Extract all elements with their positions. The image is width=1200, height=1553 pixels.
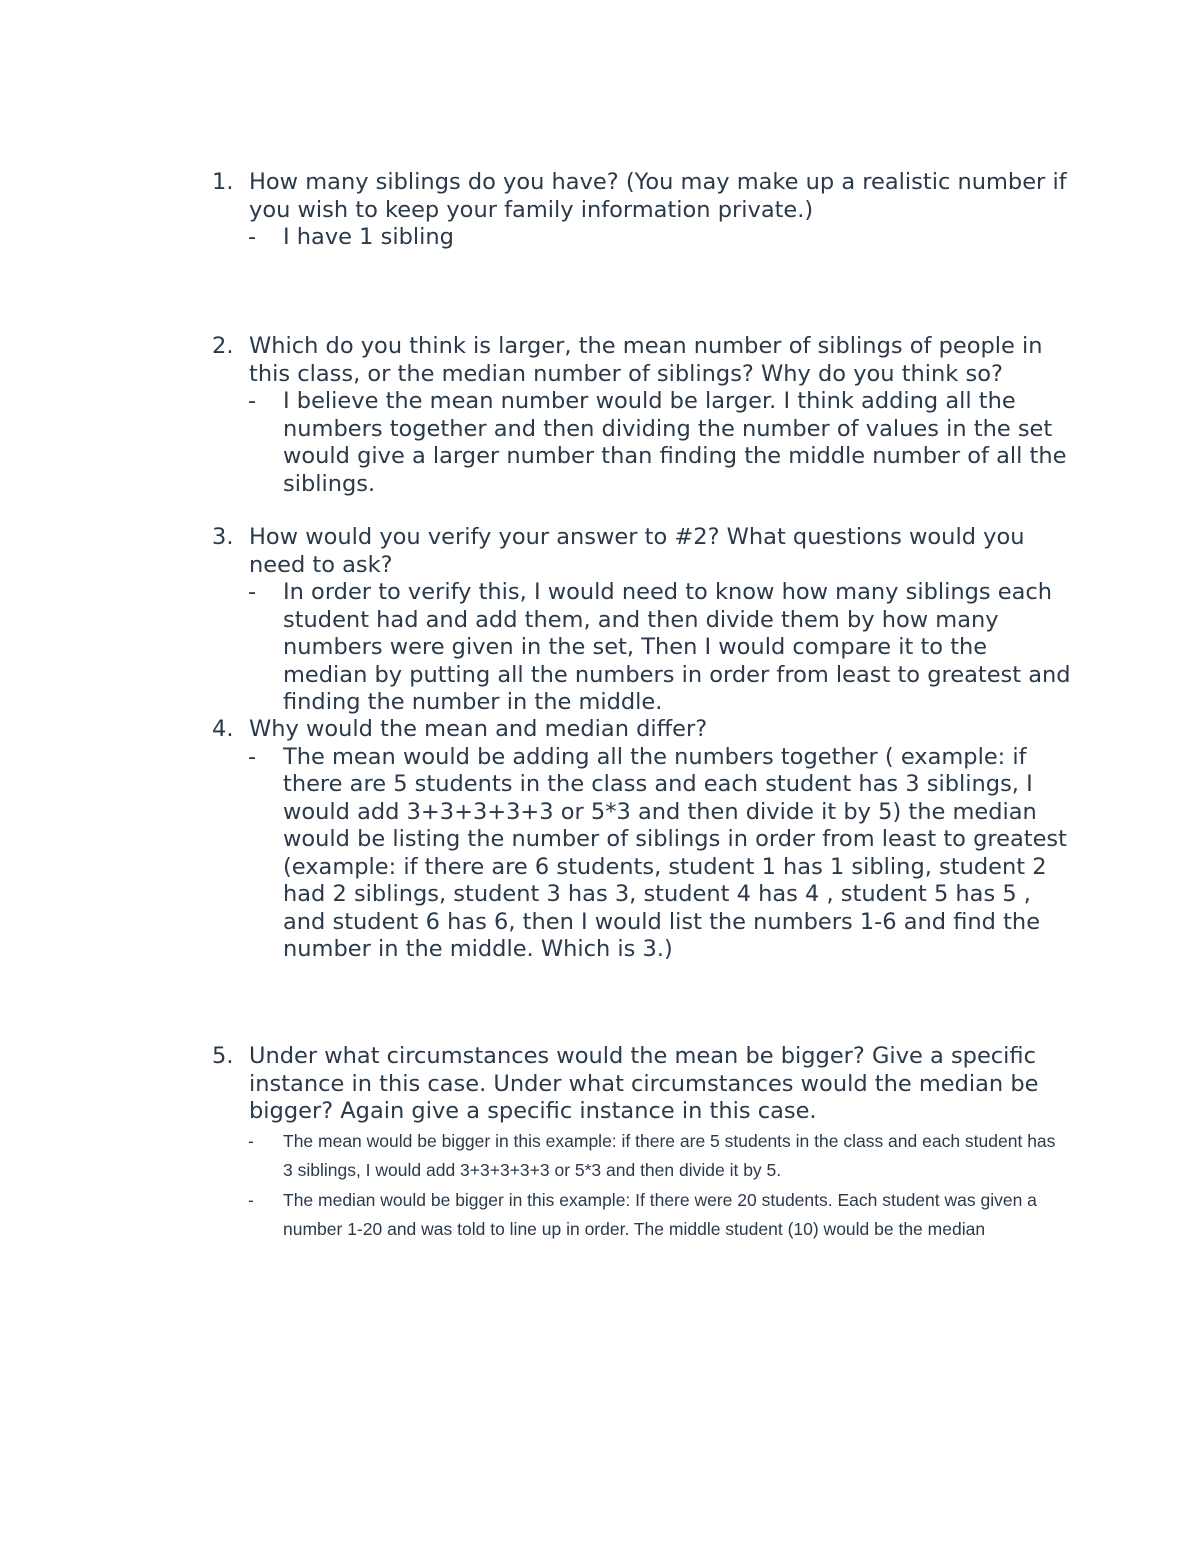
bullet-dash: - <box>248 1130 254 1151</box>
question-3-prompt <box>0 524 1069 579</box>
question-1-text: How many siblings do you have? (You may make up a realistic number if you wish to keep your family information private.) <box>249 169 1067 223</box>
question-2-answer-text: I believe the mean number would be larger. I think adding all the numbers together and then dividing the number of values in the set would give a larger number than finding the middle number of all the siblings. <box>283 388 1067 497</box>
question-5-answer-2-text: The median would be bigger in this example: If there were 20 students. Each student was given a number 1-20 and was told to line up in order. The middle student (10) would be the median <box>283 1189 1037 1239</box>
question-3-answer-text: In order to verify this, I would need to know how many siblings each student had and add them, and then divide them by how many numbers were given in the set, Then I would compare it to the median by putting all the numbers in order from least to greatest and finding the number in the middle. <box>283 579 1071 715</box>
bullet-dash: - <box>248 224 257 250</box>
bullet-dash: - <box>248 1189 254 1210</box>
question-5-answer-1 <box>0 1127 1063 1186</box>
question-3 <box>0 524 1200 717</box>
bullet-dash: - <box>248 388 257 414</box>
question-3-number: 3. <box>212 524 234 550</box>
question-5-text: Under what circumstances would the mean be bigger? Give a specific instance in this case. Under what circumstances would the median be bigger? Again give a specific instance in this case. <box>249 1043 1039 1124</box>
question-4-prompt <box>0 716 1069 744</box>
question-5-answer-1-text: The mean would be bigger in this example: if there are 5 students in the class and each student has 3 siblings, I would add 3+3+3+3+3 or 5*3 and then divide it by 5. <box>283 1130 1056 1180</box>
question-4-number: 4. <box>212 716 234 742</box>
question-1 <box>0 169 1200 252</box>
question-5-number: 5. <box>212 1043 234 1069</box>
question-5-answer-2 <box>0 1186 1063 1245</box>
bullet-dash: - <box>248 743 257 770</box>
question-5-prompt <box>0 1043 1069 1126</box>
question-4 <box>0 716 1200 964</box>
question-4-answer <box>0 744 1073 964</box>
question-2-number: 2. <box>212 333 234 359</box>
question-4-text: Why would the mean and median differ? <box>249 716 708 742</box>
question-1-prompt <box>0 169 1069 224</box>
question-1-answer-text: I have 1 sibling <box>283 224 454 250</box>
question-2-answer <box>0 388 1073 498</box>
question-4-answer-text: The mean would be adding all the numbers together ( example: if there are 5 students in the class and each student has 3 siblings, I would add 3+3+3+3+3 or 5*3 and then divide it by 5) the median would be listing the number of siblings in order from least to greatest (example: if there are 6 students, student 1 has 1 sibling, student 2 had 2 siblings, student 3 has 3, student 4 has 4 , student 5 has 5 , and student 6 has 6, then I would list the numbers 1-6 and find the number in the middle. Which is 3.) <box>283 743 1067 962</box>
question-2-text: Which do you think is larger, the mean number of siblings of people in this class, or the median number of siblings? Why do you think so? <box>249 333 1043 387</box>
question-1-answer <box>0 224 1073 252</box>
question-1-number: 1. <box>212 169 234 195</box>
question-3-answer <box>0 579 1073 717</box>
bullet-dash: - <box>248 579 257 605</box>
question-2 <box>0 333 1200 498</box>
question-5 <box>0 1043 1200 1245</box>
question-2-prompt <box>0 333 1069 388</box>
question-3-text: How would you verify your answer to #2? What questions would you need to ask? <box>249 524 1025 578</box>
